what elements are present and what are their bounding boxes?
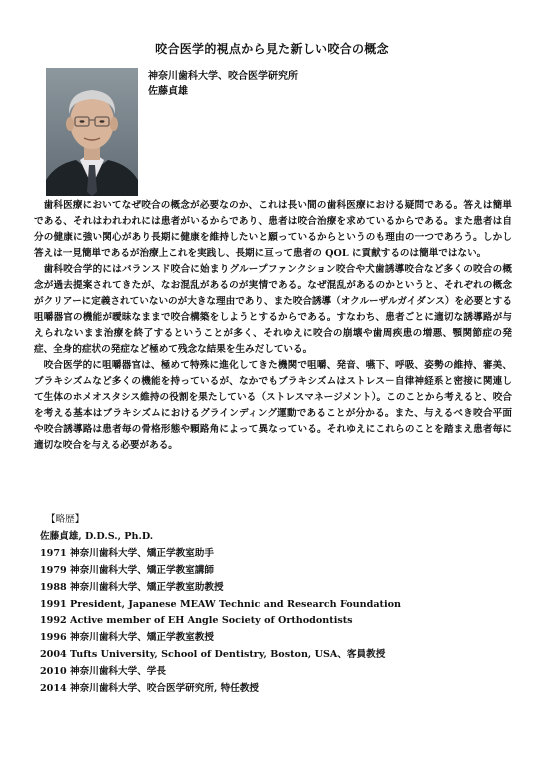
author-block xyxy=(148,69,298,99)
body-paragraph: 咬合医学的に咀嚼器官は、極めて特殊に進化してきた機関で咀嚼、発音、嚥下、呼吸、姿勢の維持、審美、ブラキシズムなど多くの機能を持っているが、なかでもブラキシズムはストレス－自律神経系と密接に関連して生体のホメオスタシス維持の役割を果たしている（ストレスマネージメント）。このことから考えると、咬合を考える基本はブラキシズムにおけるグラインディング運動であることが分かる。また、与えるべき咬合平面や咬合誘導路は患者毎の骨格形態や顆路角によって異なっている。それゆえにこれらのことを踏まえ患者毎に適切な咬合を与える必要がある。 xyxy=(34,360,512,451)
career-entry xyxy=(40,647,401,664)
career-text: 神奈川歯科大学、矯正学教室助教授 xyxy=(70,581,224,593)
career-text: 神奈川歯科大学、矯正学教室助手 xyxy=(70,547,214,559)
career-text: Tufts University, School of Dentistry, Boston, USA、客員教授 xyxy=(70,649,386,661)
career-text: President, Japanese MEAW Technic and Research Foundation xyxy=(70,598,401,610)
career-section xyxy=(40,512,401,698)
career-year: 1996 xyxy=(40,632,67,644)
career-year: 1992 xyxy=(40,615,67,627)
career-text: 神奈川歯科大学、矯正学教室講師 xyxy=(70,564,214,576)
career-text: 神奈川歯科大学、咬合医学研究所, 特任教授 xyxy=(70,683,260,695)
page-title: 咬合医学的視点から見た新しい咬合の概念 xyxy=(155,42,389,56)
abstract-body xyxy=(34,198,512,454)
career-entry xyxy=(40,597,401,614)
career-year: 1979 xyxy=(40,564,67,576)
career-year: 1991 xyxy=(40,598,67,610)
career-year: 2004 xyxy=(40,649,67,661)
career-entry xyxy=(40,613,401,630)
portrait-image xyxy=(46,68,138,196)
career-entry xyxy=(40,580,401,597)
body-paragraph: 歯科咬合学的にはバランスド咬合に始まりグループファンクション咬合や犬歯誘導咬合など多くの咬合の概念が過去提案されてきたが、なお混乱があるのが実情である。なぜ混乱があるのかというと、それぞれの概念がクリアーに定義されていないのが大きな理由であり、また咬合誘導（オクルーザルガイダンス）を必要とする咀嚼器官の機能が曖昧なままで咬合構築をしようとするからである。すなわち、患者ごとに適切な誘導路が与えられないまま治療を終了するということが多く、それゆえに咬合の崩壊や歯周疾患の増悪、顎関節症の発症、全身的症状の発症など極めて残念な結果を生みだしている。 xyxy=(34,264,512,355)
career-entry xyxy=(40,546,401,563)
author-portrait xyxy=(46,68,138,196)
career-text: 神奈川歯科大学、学長 xyxy=(70,666,166,678)
career-entry xyxy=(40,664,401,681)
career-name-line: 佐藤貞雄, D.D.S., Ph.D. xyxy=(40,530,154,542)
career-entry xyxy=(40,681,401,698)
career-entry xyxy=(40,563,401,580)
career-text: Active member of EH Angle Society of Orthodontists xyxy=(70,615,353,627)
author-affiliation: 神奈川歯科大学、咬合医学研究所 xyxy=(148,71,298,82)
career-year: 2014 xyxy=(40,683,67,695)
author-name: 佐藤貞雄 xyxy=(148,86,188,97)
career-entry xyxy=(40,630,401,647)
career-text: 神奈川歯科大学、矯正学教室教授 xyxy=(70,632,214,644)
career-year: 2010 xyxy=(40,666,67,678)
career-heading: 【略歴】 xyxy=(46,514,85,525)
career-year: 1971 xyxy=(40,547,67,559)
body-paragraph: 歯科医療においてなぜ咬合の概念が必要なのか、これは長い間の歯科医療における疑問である。答えは簡単である、それはわれわれには患者がいるからであり、患者は咬合治療を求めているからである。また患者は自分の健康に強い関心があり長期に健康を維持したいと願っているからというのも理由の一つであろう。しかし答えは一見簡単であるが治療上これを実践し、長期に亘って患者の QOL に貢献するのは簡単ではない。 xyxy=(34,200,512,259)
career-year: 1988 xyxy=(40,581,67,593)
